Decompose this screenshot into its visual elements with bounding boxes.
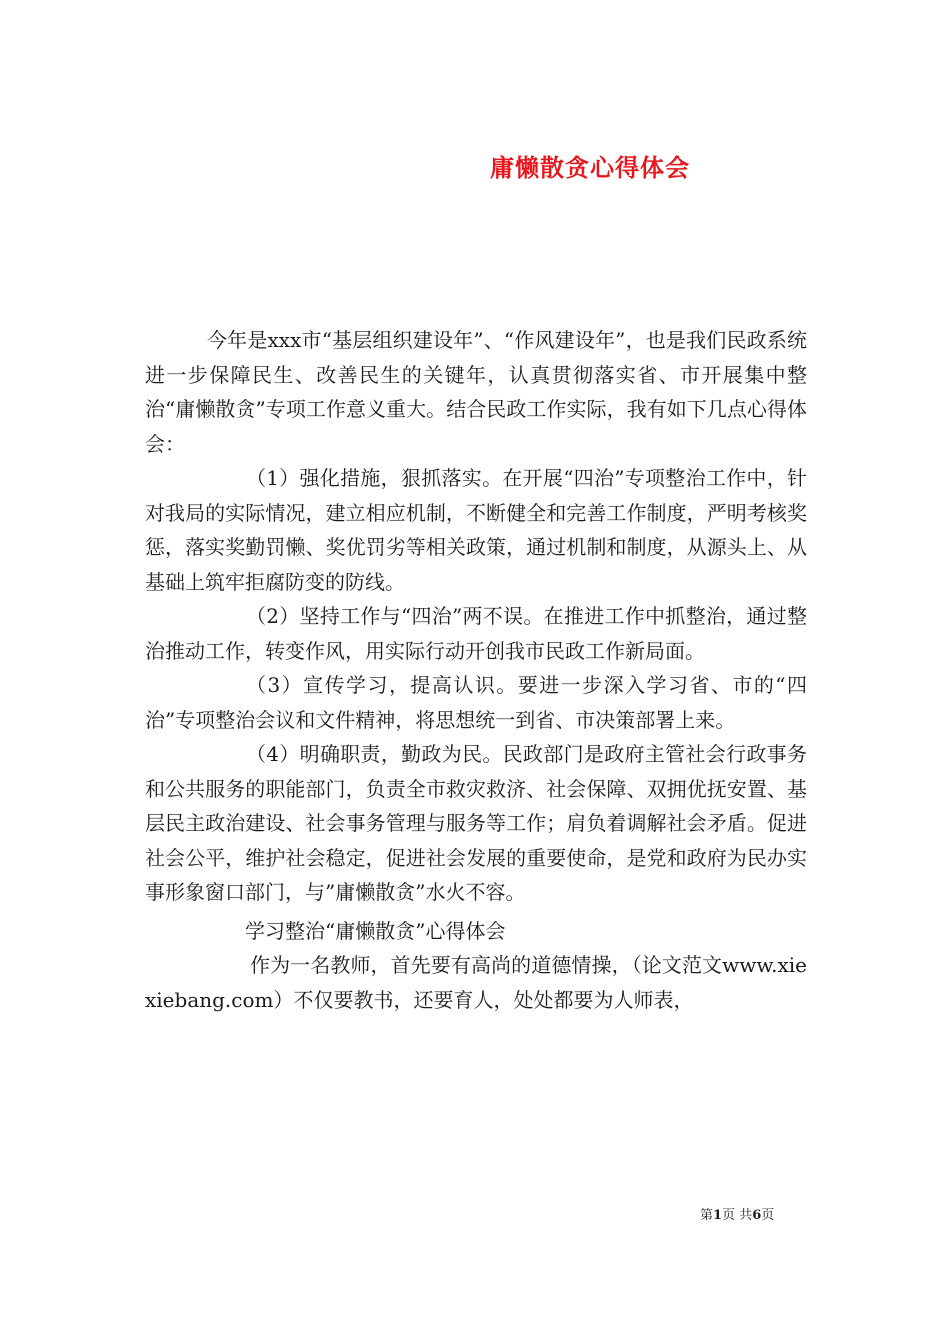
footer-total-pages: 6 xyxy=(752,1208,762,1223)
footer-suffix: 页 xyxy=(761,1208,775,1223)
paragraph-point-2: （2）坚持工作与“四治”两不误。在推进工作中抓整治，通过整治推动工作，转变作风，用实际行动开创我市民政工作新局面。 xyxy=(145,604,807,663)
footer-middle: 页 共 xyxy=(722,1208,753,1223)
section-subheading: 学习整治“庸懒散贪”心得体会 xyxy=(245,918,506,943)
page-footer xyxy=(700,1204,820,1223)
paragraph-intro: 今年是xxx市“基层组织建设年”、“作风建设年”，也是我们民政系统进一步保障民生、改善民生的关键年，认真贯彻落实省、市开展集中整治“庸懒散贪”专项工作意义重大。结合民政工作实际，我有如下几点心得体会： xyxy=(145,328,807,456)
document-title: 庸懒散贪心得体会 xyxy=(490,154,690,183)
paragraph-closing: 作为一名教师，首先要有高尚的道德情操，（论文范文www.xiexiebang.com）不仅要教书，还要育人，处处都要为人师表， xyxy=(145,953,807,1012)
paragraph-point-4: （4）明确职责，勤政为民。民政部门是政府主管社会行政事务和公共服务的职能部门，负责全市救灾救济、社会保障、双拥优抚安置、基层民主政治建设、社会事务管理与服务等工作；肩负着调解社会矛盾。促进社会公平，维护社会稳定，促进社会发展的重要使命，是党和政府为民办实事形象窗口部门，与”庸懒散贪”水火不容。 xyxy=(145,742,807,904)
document-body xyxy=(145,323,807,1017)
footer-prefix: 第 xyxy=(700,1208,714,1223)
footer-current-page: 1 xyxy=(713,1208,723,1223)
paragraph-point-3: （3）宣传学习，提高认识。要进一步深入学习省、市的“四治”专项整治会议和文件精神，将思想统一到省、市决策部署上来。 xyxy=(145,673,807,732)
paragraph-point-1: （1）强化措施，狠抓落实。在开展“四治”专项整治工作中，针对我局的实际情况，建立相应机制，不断健全和完善工作制度，严明考核奖惩，落实奖勤罚懒、奖优罚劣等相关政策，通过机制和制度，从源头上、从基础上筑牢拒腐防变的防线。 xyxy=(145,466,807,594)
